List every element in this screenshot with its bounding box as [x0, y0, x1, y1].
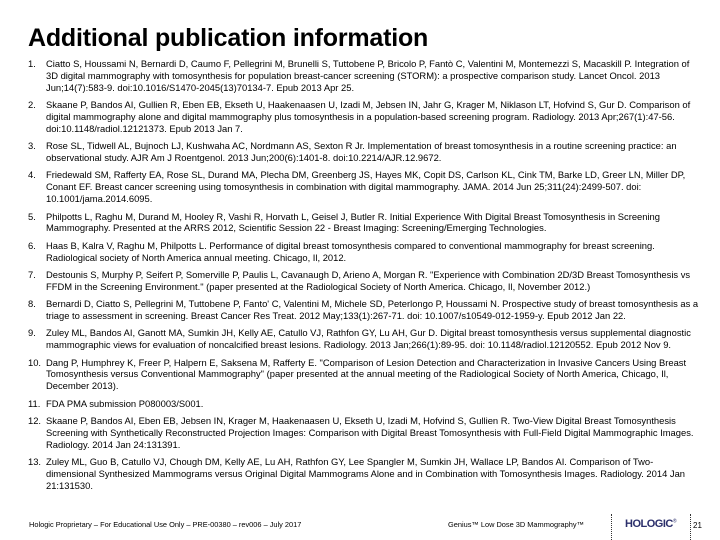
- footer-product-name: Genius™ Low Dose 3D Mammography™: [448, 520, 584, 529]
- reference-item: [28, 415, 700, 451]
- registered-mark: ®: [672, 518, 677, 525]
- reference-number: 12.: [28, 414, 42, 426]
- reference-number: 1.: [28, 58, 36, 69]
- reference-text: Rose SL, Tidwell AL, Bujnoch LJ, Kushwaha AC, Nordmann AS, Sexton R Jr. Implementation of breast tomosynthesis in a routine screening practice: an observational study. AJR Am J Roentgenol. 2013 Jun;200(6):1401-8. doi:10.2214/AJR.12.9672.: [46, 140, 677, 164]
- reference-number: 2.: [28, 99, 36, 111]
- reference-list: [28, 58, 700, 497]
- reference-text: Ciatto S, Houssami N, Bernardi D, Caumo F, Pellegrini M, Brunelli S, Tuttobene P, Bricolo P, Fantò C, Valentini M, Montemezzi S, Macaskill P. Integration of 3D digital mammography with tomosynthesis for population breast-cancer screening (STORM): a prospective comparison study. Lancet Oncol. 2013 Jun;14(7):583-9. doi:10.1016/S1470-2045(13)70134-7. Epub 2013 Apr 25.: [46, 58, 690, 93]
- reference-item: [28, 269, 700, 293]
- reference-text: Zuley ML, Guo B, Catullo VJ, Chough DM, Kelly AE, Lu AH, Rathfon GY, Lee Spangler M, Sumkin JH, Wallace LP, Bandos AI. Comparison of Two-dimensional Synthesized Mammograms versus Original Digital Mammograms Alone and in Combination with Tomosynthesis Images. Radiology. 2014 Jan 21:131530.: [46, 456, 686, 491]
- reference-number: 3.: [28, 140, 36, 152]
- reference-number: 11.: [28, 397, 41, 409]
- page-number: 21: [693, 521, 702, 530]
- reference-item: [28, 357, 700, 393]
- reference-item: [28, 298, 700, 322]
- reference-item: [28, 169, 700, 205]
- reference-text: Friedewald SM, Rafferty EA, Rose SL, Durand MA, Plecha DM, Greenberg JS, Hayes MK, Copit DS, Carlson KL, Cink TM, Barke LD, Greer LN, Miller DP, Conant EF. Breast cancer screening using tomosynthesis in combination with digital mammography. JAMA. 2014 Jun 25;311(24):2499-507. doi: 10.1001/jama.2014.6095.: [46, 169, 686, 205]
- reference-item: [28, 140, 700, 164]
- reference-item: [28, 327, 700, 351]
- reference-number: 10.: [28, 356, 42, 368]
- reference-text: Skaane P, Bandos AI, Gullien R, Eben EB, Ekseth U, Haakenaasen U, Izadi M, Jebsen IN, Jahr G, Krager M, Niklason LT, Hofvind S, Gur D. Comparison of digital mammography alone and digital mammography plus tomosynthesis in a population-based screening program. Radiology. 2013 Apr;267(1):47-56. doi:10.1148/radiol.12121373. Epub 2013 Jan 7.: [46, 99, 691, 134]
- footer-divider: [690, 514, 691, 540]
- footer-legal-text: Hologic Proprietary – For Educational Use Only – PRE-00380 – rev006 – July 2017: [29, 520, 302, 529]
- reference-text: Dang P, Humphrey K, Freer P, Halpern E, Saksena M, Rafferty E. "Comparison of Lesion Detection and Characterization in Invasive Cancers Using Breast Tomosynthesis versus Conventional Mammography" (paper presented at the annual meeting of the Radiological Society of North America, Chicago, Il, December 2013).: [46, 356, 687, 392]
- reference-number: 8.: [28, 298, 36, 310]
- reference-item: [28, 211, 700, 235]
- reference-number: 7.: [28, 268, 36, 280]
- reference-number: 13.: [28, 456, 42, 468]
- page-title: Additional publication information: [28, 24, 429, 52]
- footer-divider: [611, 514, 612, 540]
- reference-number: 9.: [28, 327, 36, 339]
- reference-item: [28, 240, 700, 264]
- reference-text: Philpotts L, Raghu M, Durand M, Hooley R, Vashi R, Horvath L, Geisel J, Butler R. Initial Experience With Digital Breast Tomosynthesis in Screening Mammography. Presented at the ARRS 2012, Scientific Session 22 - Breast Imaging: Screening/Emerging Technologies.: [46, 210, 660, 234]
- reference-text: Bernardi D, Ciatto S, Pellegrini M, Tuttobene P, Fanto' C, Valentini M, Michele SD, Peterlongo P, Houssami N. Prospective study of breast tomosynthesis as a triage to assessment in screening. Breast Cancer Res Treat. 2012 May;133(1):267-71. doi: 10.1007/s10549-012-1959-y. Epub 2012 Jan 22.: [46, 298, 699, 322]
- reference-text: Zuley ML, Bandos AI, Ganott MA, Sumkin JH, Kelly AE, Catullo VJ, Rathfon GY, Lu AH, Gur D. Digital breast tomosynthesis versus supplemental diagnostic mammographic views for evaluation of noncalcified breast lesions. Radiology. 2013 Jan;266(1):89-95. doi: 10.1148/radiol.12120552. Epub 2012 Nov 9.: [46, 327, 691, 351]
- reference-text: FDA PMA submission P080003/S001.: [46, 397, 204, 409]
- hologic-logo: [625, 518, 676, 530]
- reference-number: 4.: [28, 169, 36, 181]
- logo-text: HOLOGIC: [625, 518, 673, 530]
- reference-text: Destounis S, Murphy P, Seifert P, Somerville P, Paulis L, Cavanaugh D, Arieno A, Morgan R. "Experience with Combination 2D/3D Breast Tomosynthesis vs FFDM in the Screening Environment." (paper presented at the Radiological Society of North America. Chicago, Il, November 2012.): [46, 268, 691, 292]
- reference-item: [28, 99, 700, 135]
- reference-item: [28, 456, 700, 492]
- reference-text: Haas B, Kalra V, Raghu M, Philpotts L. Performance of digital breast tomosynthesis compared to conventional mammography for breast screening. Radiological society of North America annual meeting. Chicago, Il, 2012.: [46, 239, 655, 263]
- reference-number: 5.: [28, 210, 36, 222]
- reference-text: Skaane P, Bandos AI, Eben EB, Jebsen IN, Krager M, Haakenaasen U, Ekseth U, Izadi M, Hofvind S, Gullien R. Two-View Digital Breast Tomosynthesis Screening with Synthetically Reconstructed Projection Images: Comparison with Digital Breast Tomosynthesis with Full-Field Digital Mammographic Images. Radiology. 2014 Jan 24:131391.: [46, 414, 694, 450]
- reference-number: 6.: [28, 239, 36, 251]
- reference-item: [28, 398, 700, 410]
- footer: [0, 514, 720, 540]
- reference-item: [28, 58, 700, 94]
